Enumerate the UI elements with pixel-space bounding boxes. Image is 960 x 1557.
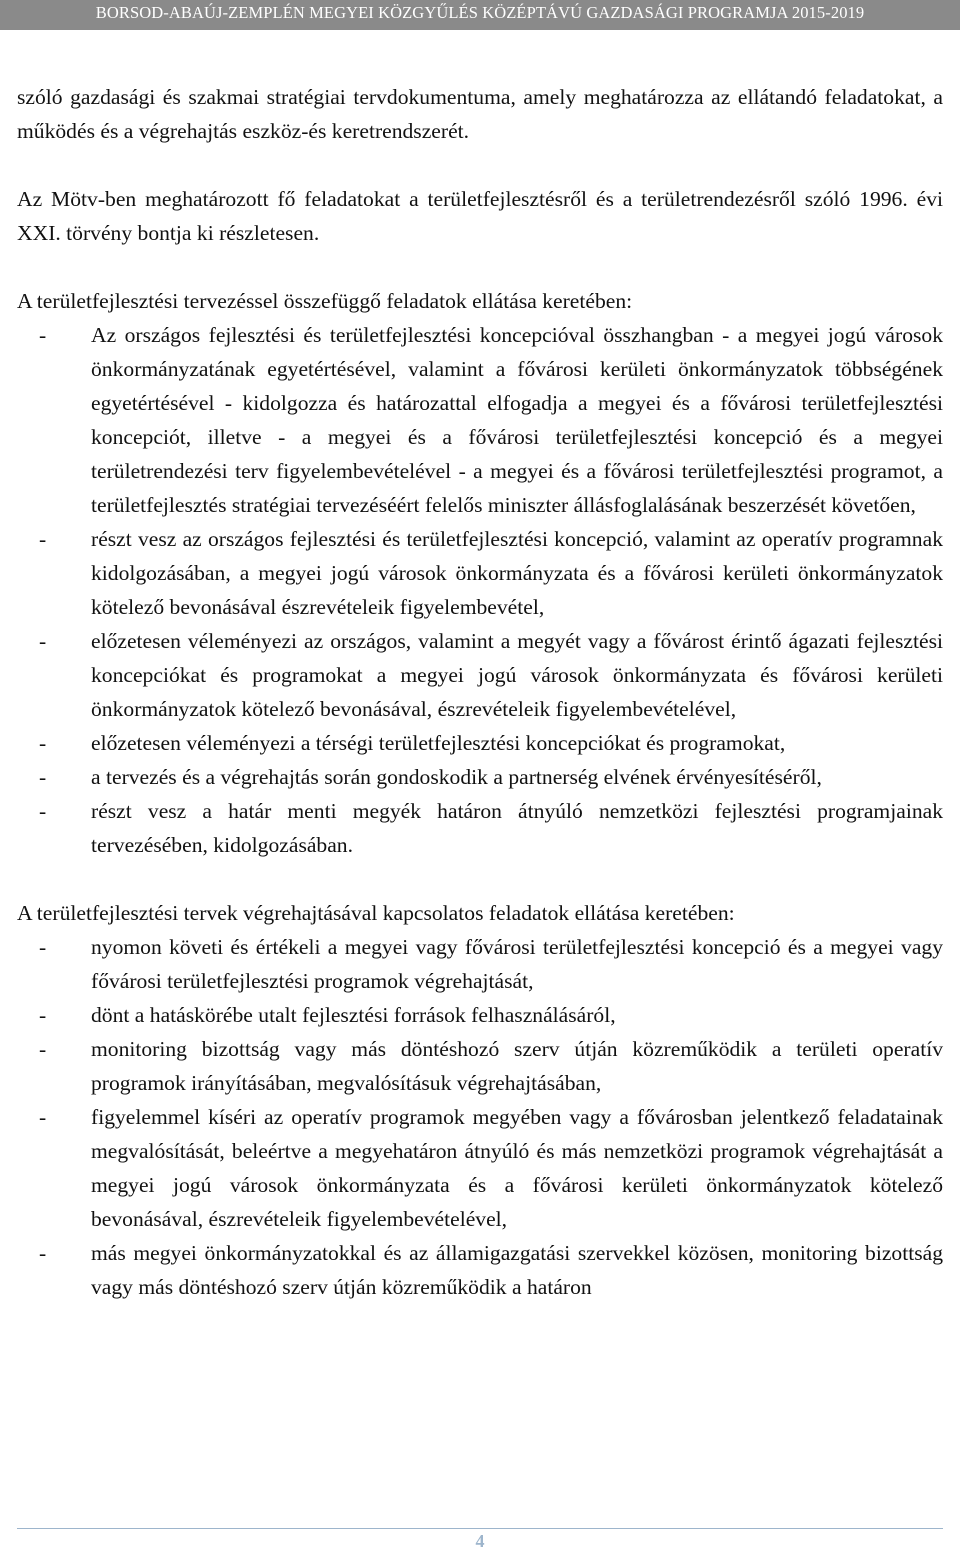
list-dash: -	[39, 629, 47, 653]
list-item	[17, 1032, 943, 1100]
list-dash: -	[39, 935, 47, 959]
list-dash: -	[39, 1241, 47, 1265]
list-item-text: Az országos fejlesztési és területfejlesztési koncepcióval összhangban - a megyei jogú városok önkormányzatának egyetértésével, valamint a fővárosi kerületi önkormányzatok többségének egyetértésével - kidolgozza és határozattal elfogadja a megyei és a fővárosi területfejlesztési koncepciót, illetve - a megyei és a fővárosi területfejlesztési koncepció és a megyei területrendezési terv figyelembevételével - a megyei és a fővárosi területfejlesztési programot, a területfejlesztés stratégiai tervezéséért felelős miniszter állásfoglalásának beszerzését követően,	[91, 323, 943, 517]
list-item	[17, 930, 943, 998]
section-1-heading: A területfejlesztési tervezéssel összefüggő feladatok ellátása keretében:	[17, 289, 633, 313]
list-item-text: más megyei önkormányzatokkal és az államigazgatási szervekkel közösen, monitoring bizottság vagy más döntéshozó szerv útján közreműködik a határon	[91, 1241, 943, 1299]
list-item-text: figyelemmel kíséri az operatív programok megyében vagy a fővárosban jelentkező feladatainak megvalósítását, beleértve a megyehatáron átnyúló és más nemzetközi programok végrehajtását a megyei jogú városok önkormányzata és a fővárosi kerületi önkormányzatok kötelező bevonásával, észrevételeik figyelembevételével,	[91, 1105, 943, 1231]
list-item	[17, 726, 943, 760]
list-item-text: a tervezés és a végrehajtás során gondoskodik a partnerség elvének érvényesítéséről,	[91, 765, 822, 789]
page-number: 4	[475, 1531, 485, 1551]
list-item-text: részt vesz az országos fejlesztési és területfejlesztési koncepció, valamint az operatív programnak kidolgozásában, a megyei jogú városok önkormányzata és a fővárosi kerületi önkormányzatok kötelező bevonásával észrevételeik figyelembevétel,	[91, 527, 943, 619]
list-dash: -	[39, 1105, 47, 1129]
list-item-text: előzetesen véleményezi az országos, valamint a megyét vagy a fővárost érintő ágazati fejlesztési koncepciókat és programokat a megyei jogú városok önkormányzata és fővárosi kerületi önkormányzatok kötelező bevonásával, észrevételeik figyelembevételével,	[91, 629, 943, 721]
list-item	[17, 1100, 943, 1236]
paragraph-spacer	[17, 862, 943, 896]
list-item-text: részt vesz a határ menti megyék határon átnyúló nemzetközi fejlesztési programjainak tervezésében, kidolgozásában.	[91, 799, 943, 857]
list-dash: -	[39, 731, 47, 755]
list-dash: -	[39, 527, 47, 551]
list-item	[17, 318, 943, 522]
list-dash: -	[39, 1003, 47, 1027]
list-dash: -	[39, 799, 47, 823]
list-item	[17, 624, 943, 726]
list-item	[17, 998, 943, 1032]
list-dash: -	[39, 1037, 47, 1061]
list-item-text: dönt a hatáskörébe utalt fejlesztési források felhasználásáról,	[91, 1003, 616, 1027]
list-item	[17, 794, 943, 862]
list-item-text: monitoring bizottság vagy más döntéshozó szerv útján közreműködik a területi operatív programok irányításában, megvalósításuk végrehajtásában,	[91, 1037, 943, 1095]
header-band	[0, 0, 960, 30]
paragraph-spacer	[17, 148, 943, 182]
list-item-text: nyomon követi és értékeli a megyei vagy fővárosi területfejlesztési koncepció és a megyei vagy fővárosi területfejlesztési programok végrehajtását,	[91, 935, 943, 993]
footer-divider	[17, 1528, 943, 1529]
section-1-list	[17, 318, 943, 862]
list-item	[17, 522, 943, 624]
intro-paragraph-2: Az Mötv-ben meghatározott fő feladatokat a területfejlesztésről és a területrendezésről szóló 1996. évi XXI. törvény bontja ki részletesen.	[17, 187, 943, 245]
section-2-list	[17, 930, 943, 1304]
list-item	[17, 1236, 943, 1304]
document-body	[17, 80, 943, 1304]
paragraph-spacer	[17, 250, 943, 284]
list-item	[17, 760, 943, 794]
intro-paragraph-1: szóló gazdasági és szakmai stratégiai tervdokumentuma, amely meghatározza az ellátandó feladatokat, a működés és a végrehajtás eszköz-és keretrendszerét.	[17, 85, 943, 143]
list-dash: -	[39, 323, 47, 347]
running-header-title: BORSOD-ABAÚJ-ZEMPLÉN MEGYEI KÖZGYŰLÉS KÖZÉPTÁVÚ GAZDASÁGI PROGRAMJA 2015-2019	[95, 3, 865, 22]
section-2-heading: A területfejlesztési tervek végrehajtásával kapcsolatos feladatok ellátása keretében:	[17, 901, 735, 925]
list-item-text: előzetesen véleményezi a térségi területfejlesztési koncepciókat és programokat,	[91, 731, 786, 755]
list-dash: -	[39, 765, 47, 789]
